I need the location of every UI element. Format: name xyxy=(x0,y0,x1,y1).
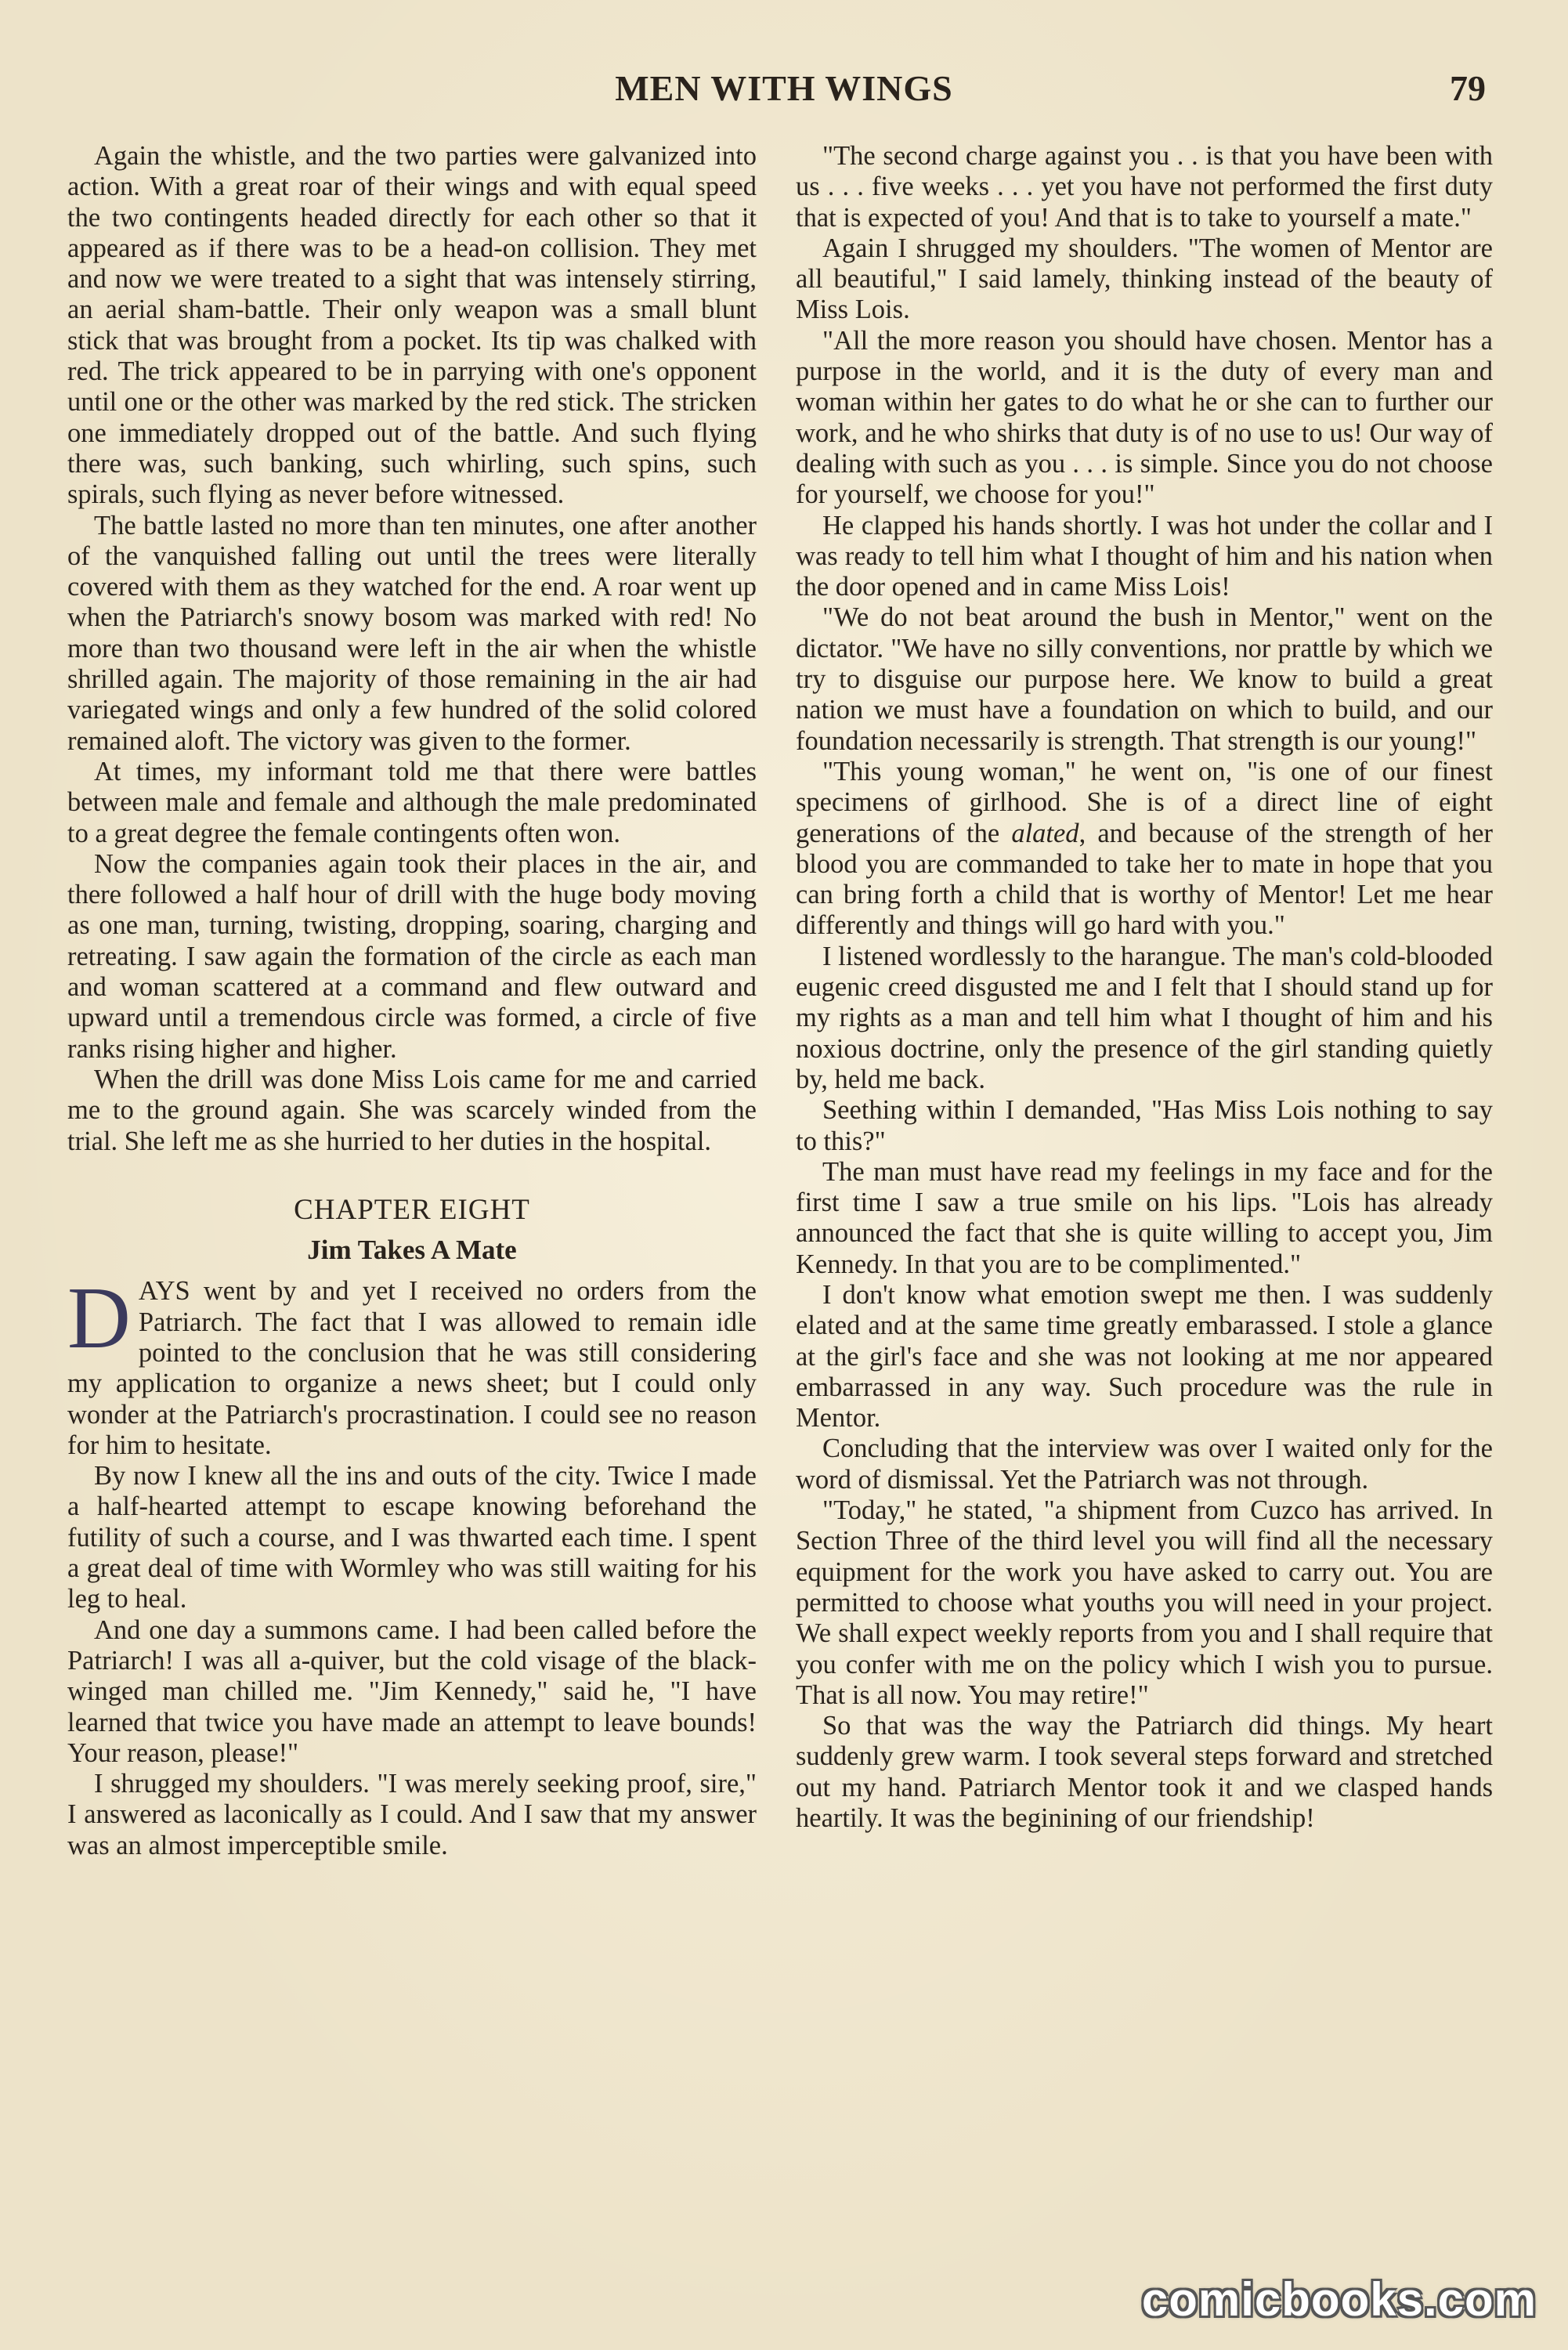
paragraph: By now I knew all the ins and outs of the city. Twice I made a half-hearted attempt to escape knowing beforehand the futility of such a course, and I was thwarted each time. I spent a great deal of time with Wormley who was still waiting for his leg to heal. xyxy=(67,1461,757,1614)
paragraph: The battle lasted no more than ten minutes, one after another of the vanquished falling out until the trees were literally covered with them as they watched for the end. A roar went up when the Patriarch's snowy bosom was marked with red! No more than two thousand were left in the air when the whistle shrilled again. The majority of those remaining in the air had variegated wings and only a few hundred of the solid colored remained aloft. The victory was given to the former. xyxy=(67,510,757,756)
left-column xyxy=(67,141,757,1861)
italic-word: alated xyxy=(1011,818,1079,848)
paragraph: The man must have read my feelings in my face and for the first time I saw a true smile on his lips. "Lois has already announced the fact that she is quite willing to accept you, Jim Kennedy. In that you are to be complimented." xyxy=(796,1156,1493,1279)
running-title: MEN WITH WINGS xyxy=(615,68,953,108)
paragraph: Again I shrugged my shoulders. "The women of Mentor are all beautiful," I said lamely, thinking instead of the beauty of Miss Lois. xyxy=(796,233,1493,325)
watermark: comicbooks.com xyxy=(1141,2273,1537,2326)
paragraph: So that was the way the Patriarch did things. My heart suddenly grew warm. I took several steps forward and stretched out my hand. Patriarch Mentor took it and we clasped hands heartily. It was the beginining of our friendship! xyxy=(796,1711,1493,1834)
page-header xyxy=(0,56,1568,119)
paragraph: He clapped his hands shortly. I was hot under the collar and I was ready to tell him what I thought of him and his nation when the door opened and in came Miss Lois! xyxy=(796,510,1493,602)
paragraph: I don't know what emotion swept me then. I was suddenly elated and at the same time greatly embarassed. I stole a glance at the girl's face and she was not looking at me nor appeared embarrassed in any way. Such procedure was the rule in Mentor. xyxy=(796,1279,1493,1434)
chapter-heading: CHAPTER EIGHT xyxy=(294,1193,530,1226)
paragraph: I listened wordlessly to the harangue. The man's cold-blooded eugenic creed disgusted me and I felt that I should stand up for my rights as a man and tell him what I thought of him and his noxious doctrine, only the presence of the girl standing quietly by, held me back. xyxy=(796,941,1493,1094)
chapter-opening-paragraph xyxy=(67,1270,757,1461)
page-number: 79 xyxy=(1450,68,1486,108)
paragraph: "We do not beat around the bush in Mentor," went on the dictator. "We have no silly conventions, nor prattle by which we try to disguise our purpose here. We know to build a great nation we must have a foundation on which to build, and our foundation necessarily is strength. That strength is our young!" xyxy=(796,602,1493,756)
paragraph: And one day a summons came. I had been called before the Patriarch! I was all a-quiver, but the cold visage of the black-winged man chilled me. "Jim Kennedy," said he, "I have learned that twice you have made an attempt to leave bounds! Your reason, please!" xyxy=(67,1614,757,1768)
chapter-subtitle: Jim Takes A Mate xyxy=(307,1235,517,1266)
paragraph xyxy=(796,757,1493,942)
paragraph: Seething within I demanded, "Has Miss Lois nothing to say to this?" xyxy=(796,1095,1493,1156)
paragraph: "The second charge against you . . is that you have been with us . . . five weeks . . . yet you have not performed the first duty that is expected of you! And that is to take to yourself a mate." xyxy=(796,141,1493,233)
paragraph-text: "This young woman," he went on, "is one of our finest specimens of girlhood. She is of a direct line of eight generations of the xyxy=(796,756,1493,848)
drop-cap: D xyxy=(67,1270,131,1368)
paragraph: Again the whistle, and the two parties were galvanized into action. With a great roar of their wings and with equal speed the two contingents headed directly for each other so that it appeared as if there was to be a head-on collision. They met and now we were treated to a sight that was intensely stirring, an aerial sham-battle. Their only weapon was a small blunt stick that was brought from a pocket. Its tip was chalked with red. The trick appeared to be in parrying with one's opponent until one or the other was marked by the red stick. The stricken one immediately dropped out of the battle. And such flying there was, such banking, such whirling, such spins, such spirals, such flying as never before witnessed. xyxy=(67,141,757,510)
paragraph: Now the companies again took their places in the air, and there followed a half hour of drill with the huge body moving as one man, turning, twisting, dropping, soaring, charging and retreating. I saw again the formation of the circle as each man and woman scattered at a command and flew outward and upward until a tremendous circle was formed, a circle of five ranks rising higher and higher. xyxy=(67,848,757,1064)
paragraph: At times, my informant told me that there were battles between male and female and although the male predominated to a great degree the female contingents often won. xyxy=(67,756,757,848)
paragraph: "All the more reason you should have chosen. Mentor has a purpose in the world, and it is the duty of every man and woman within her gates to do what he or she can to further our work, and he who shirks that duty is of no use to us! Our way of dealing with such as you . . . is simple. Since you do not choose for yourself, we choose for you!" xyxy=(796,325,1493,510)
paragraph: When the drill was done Miss Lois came for me and carried me to the ground again. She was scarcely winded from the trial. She left me as she hurried to her duties in the hospital. xyxy=(67,1064,757,1156)
paragraph: I shrugged my shoulders. "I was merely seeking proof, sire," I answered as laconically as I could. And I saw that my answer was an almost imperceptible smile. xyxy=(67,1769,757,1860)
paragraph-text: , and because of the strength of her blood you are commanded to take her to mate in hope that you can bring forth a child that is worthy of Mentor! Let me hear differently and things will go hard with you." xyxy=(796,818,1493,941)
paragraph: "Today," he stated, "a shipment from Cuzco has arrived. In Section Three of the third level you will find all the necessary equipment for the work you have asked to carry out. You are permitted to choose what youths you will need in your project. We shall expect weekly reports from you and I shall require that you confer with me on the policy which I wish you to pursue. That is all now. You may retire!" xyxy=(796,1495,1493,1710)
right-column xyxy=(796,141,1493,1834)
paragraph: Concluding that the interview was over I waited only for the word of dismissal. Yet the Patriarch was not through. xyxy=(796,1434,1493,1495)
paragraph-text: AYS went by and yet I received no orders from the Patriarch. The fact that I was allowed to remain idle pointed to the conclusion that he was still considering my application to organize a news sheet; but I could only wonder at the Patriarch's procrastination. I could see no reason for him to hesitate. xyxy=(67,1276,757,1460)
